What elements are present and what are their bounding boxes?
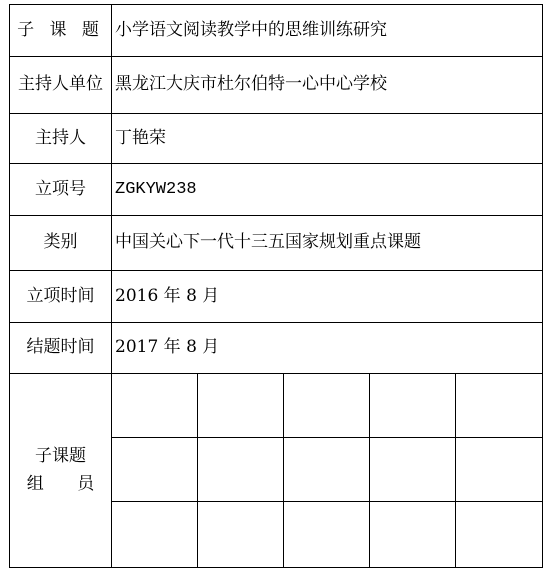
row-project-number [10, 164, 543, 216]
member-cell [284, 502, 370, 568]
members-label-cell [10, 374, 112, 568]
end-date-label: 结题时间 [10, 323, 112, 374]
category-label: 类别 [10, 216, 112, 271]
member-cell [456, 502, 543, 568]
row-host [10, 114, 543, 164]
member-cell [284, 374, 370, 438]
end-date-value: 2017 年 8 月 [112, 323, 543, 374]
start-date-label: 立项时间 [10, 271, 112, 323]
subject-value: 小学语文阅读教学中的思维训练研究 [112, 5, 543, 57]
start-date-value: 2016 年 8 月 [112, 271, 543, 323]
member-cell [198, 438, 284, 502]
member-cell [112, 438, 198, 502]
members-label [13, 443, 108, 497]
row-end-date [10, 323, 543, 374]
host-label: 主持人 [10, 114, 112, 164]
member-cell [456, 438, 543, 502]
host-unit-label: 主持人单位 [10, 57, 112, 114]
members-label-line1: 子课题 [35, 446, 86, 467]
project-number-label: 立项号 [10, 164, 112, 216]
row-category [10, 216, 543, 271]
host-unit-value: 黑龙江大庆市杜尔伯特一心中心学校 [112, 57, 543, 114]
member-cell [198, 502, 284, 568]
subject-label: 子 课 题 [10, 5, 112, 57]
member-cell [370, 438, 456, 502]
project-number-value: ZGKYW238 [112, 164, 543, 216]
row-host-unit [10, 57, 543, 114]
member-cell [284, 438, 370, 502]
host-value: 丁艳荣 [112, 114, 543, 164]
members-row-1 [10, 374, 543, 438]
member-cell [198, 374, 284, 438]
member-cell [112, 374, 198, 438]
category-value: 中国关心下一代十三五国家规划重点课题 [112, 216, 543, 271]
members-label-line2: 组 员 [26, 473, 109, 494]
row-subject [10, 5, 543, 57]
member-cell [370, 374, 456, 438]
row-start-date [10, 271, 543, 323]
member-cell [370, 502, 456, 568]
project-info-table [9, 4, 543, 568]
member-cell [456, 374, 543, 438]
member-cell [112, 502, 198, 568]
